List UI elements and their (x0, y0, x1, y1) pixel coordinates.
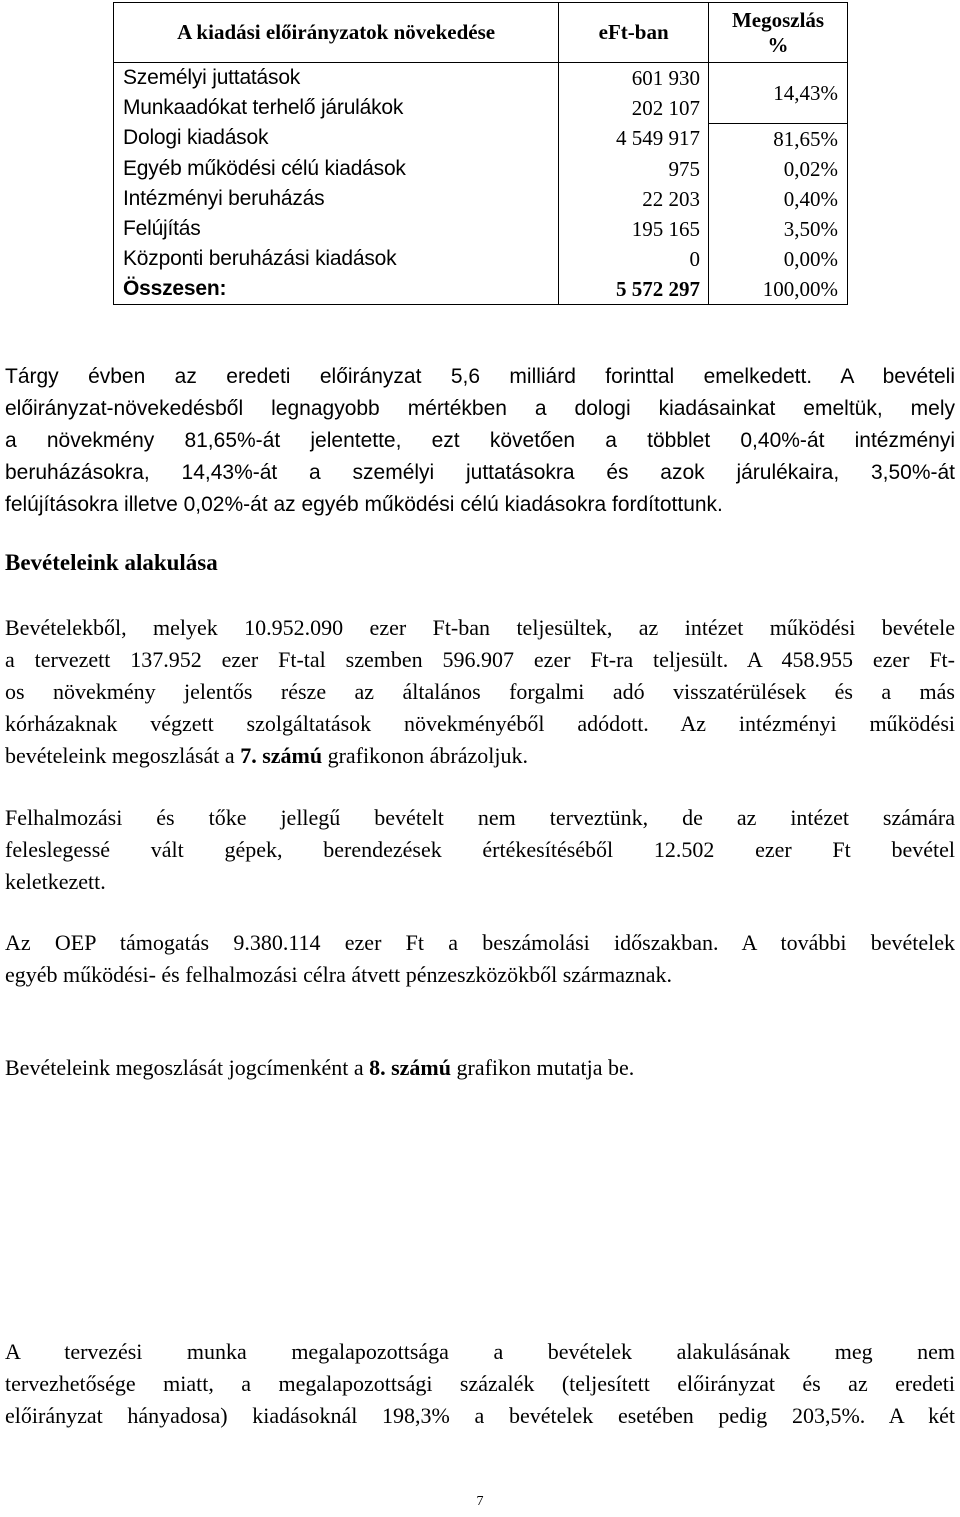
row-label: Egyéb működési célú kiadások (114, 154, 559, 184)
text-line: beruházásokra, 14,43%-át a személyi juttatásokra és azok járulékaira, 3,50%-át (5, 461, 955, 484)
text-line: Tárgy évben az eredeti előirányzat 5,6 milliárd forinttal emelkedett. A bevételi (5, 365, 955, 388)
row-label: Munkaadókat terhelő járulákok (114, 93, 559, 123)
expenditure-growth-table (113, 2, 848, 305)
table-row (114, 184, 848, 214)
row-amount: 202 107 (559, 93, 709, 123)
text-line (5, 1052, 955, 1084)
page-number: 7 (476, 1494, 484, 1509)
section-heading: Bevételeink alakulása (5, 550, 218, 575)
row-label: Intézményi beruházás (114, 184, 559, 214)
row-amount: 601 930 (559, 63, 709, 94)
text-line: felújításokra illetve 0,02%-át az egyéb működési célú kiadásokra fordítottunk. (5, 493, 723, 516)
header-category: A kiadási előirányzatok növekedése (114, 3, 559, 63)
row-share: 81,65% (709, 123, 848, 154)
text-line: egyéb működési- és felhalmozási célra átvett pénzeszközökből származnak. (5, 962, 673, 987)
paragraph-expenditure (5, 361, 955, 521)
header-share: Megoszlás % (709, 3, 848, 63)
row-amount: 0 (559, 244, 709, 274)
text-segment: grafikon mutatja be. (451, 1055, 635, 1080)
row-share: 0,02% (709, 154, 848, 184)
row-share: 3,50% (709, 214, 848, 244)
table-row (114, 154, 848, 184)
text-line: Felhalmozási és tőke jellegű bevételt nem terveztünk, de az intézet számára (5, 805, 955, 830)
row-share: 0,40% (709, 184, 848, 214)
header-amount: eFt-ban (559, 3, 709, 63)
text-line: keletkezett. (5, 869, 106, 894)
table-row (114, 63, 848, 94)
total-amount: 5 572 297 (559, 274, 709, 305)
table-row (114, 244, 848, 274)
table-total-row (114, 274, 848, 305)
text-line: a tervezett 137.952 ezer Ft-tal szemben 596.907 ezer Ft-ra teljesült. A 458.955 ezer Ft- (5, 647, 955, 672)
row-label: Felújítás (114, 214, 559, 244)
text-line: tervezhetősége miatt, a megalapozottsági százalék (teljesített előirányzat és az eredeti (5, 1371, 955, 1396)
table-header-row (114, 3, 848, 63)
paragraph-capital (5, 802, 955, 898)
row-amount: 975 (559, 154, 709, 184)
text-line: A tervezési munka megalapozottsága a bevételek alakulásának meg nem (5, 1339, 955, 1364)
paragraph-oep (5, 927, 955, 991)
row-amount: 4 549 917 (559, 123, 709, 154)
text-line (5, 740, 955, 772)
text-segment: Bevételeink megoszlását jogcímenként a (5, 1055, 370, 1080)
paragraph-planning (5, 1336, 955, 1432)
text-line: Az OEP támogatás 9.380.114 ezer Ft a beszámolási időszakban. A további bevételek (5, 930, 955, 955)
text-line: Bevételekből, melyek 10.952.090 ezer Ft-ban teljesültek, az intézet működési bevétele (5, 615, 955, 640)
row-label: Központi beruházási kiadások (114, 244, 559, 274)
text-line: előirányzat hányadosa) kiadásoknál 198,3% a bevételek esetében pedig 203,5%. A két (5, 1403, 955, 1428)
row-label: Személyi juttatások (114, 63, 559, 94)
row-amount: 22 203 (559, 184, 709, 214)
paragraph-chart8 (5, 1052, 955, 1084)
total-label: Összesen: (114, 274, 559, 305)
text-line: kórházaknak végzett szolgáltatások növekményéből adódott. Az intézményi működési (5, 711, 955, 736)
row-share: 0,00% (709, 244, 848, 274)
row-amount: 195 165 (559, 214, 709, 244)
row-share-merged: 14,43% (709, 63, 848, 124)
chart-reference: 8. számú (369, 1055, 451, 1080)
text-segment: bevételeink megoszlását a (5, 743, 241, 768)
text-line: előirányzat-növekedésből legnagyobb mértékben a dologi kiadásainkat emeltük, mely (5, 397, 955, 420)
chart-reference: 7. számú (240, 743, 323, 768)
table-row (114, 214, 848, 244)
total-share: 100,00% (709, 274, 848, 305)
paragraph-revenue (5, 612, 955, 772)
text-line: feleslegessé vált gépek, berendezések értékesítéséből 12.502 ezer Ft bevétel (5, 837, 955, 862)
text-line: a növekmény 81,65%-át jelentette, ezt követően a többlet 0,40%-át intézményi (5, 429, 955, 452)
table-row (114, 123, 848, 154)
row-label: Dologi kiadások (114, 123, 559, 154)
text-line: os növekmény jelentős része az általános forgalmi adó visszatérülések és a más (5, 679, 955, 704)
text-segment: grafikonon ábrázoljuk. (322, 743, 528, 768)
